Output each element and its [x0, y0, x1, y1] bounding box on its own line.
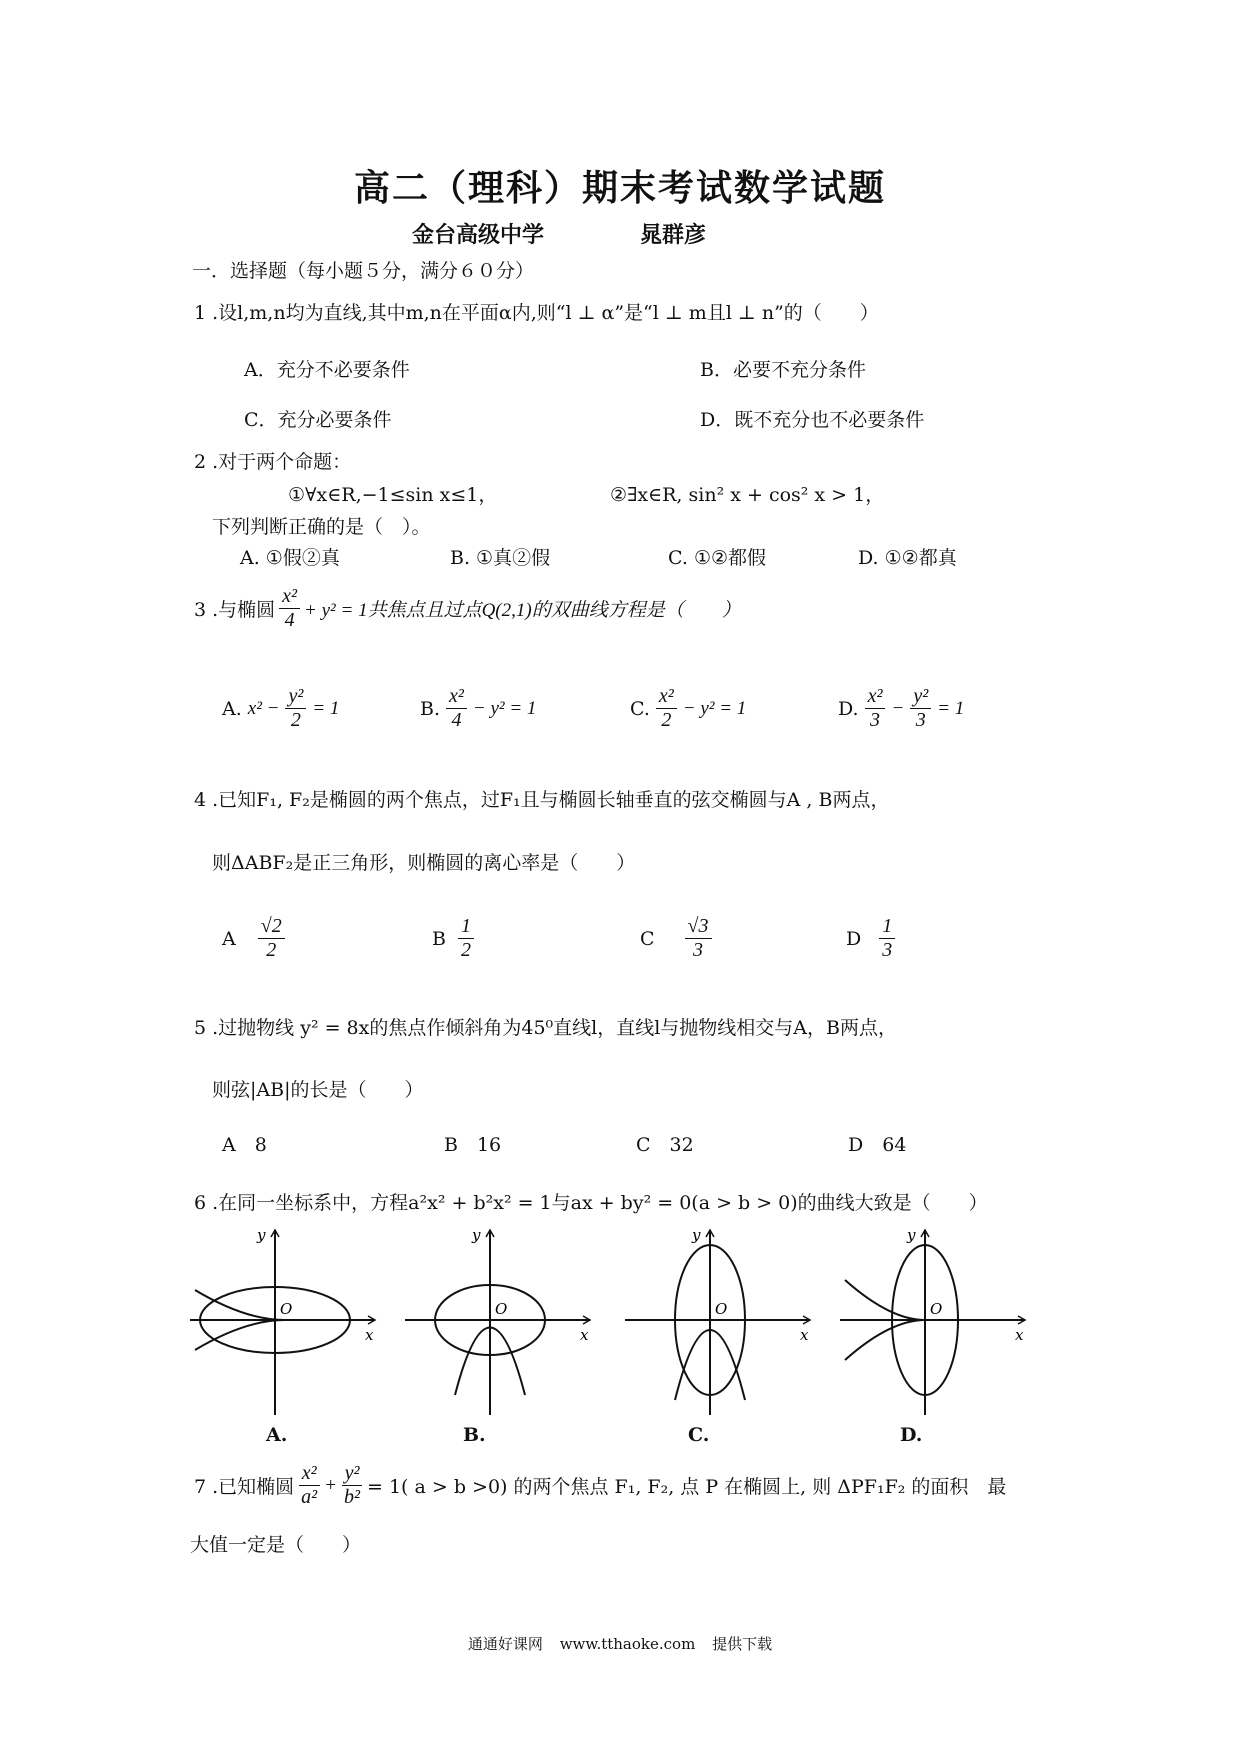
q2-option-b[interactable]: B. ①真②假: [450, 547, 551, 569]
q3a-den: 2: [290, 709, 301, 731]
q4b-frac: [458, 915, 474, 962]
question-4-line-2: 则ΔABF₂是正三角形，则椭圆的离心率是（ ）: [212, 852, 636, 874]
q1-option-c[interactable]: C．充分必要条件: [244, 409, 392, 431]
q4a-frac: [258, 915, 285, 962]
q1-option-d[interactable]: D．既不充分也不必要条件: [700, 409, 925, 431]
q3d-frac-2: [910, 685, 931, 732]
q2-proposition-1: ①∀x∈R,−1≤sin x≤1，: [288, 484, 498, 506]
q6-graph-a[interactable]: [185, 1220, 385, 1420]
q5-option-b[interactable]: B 16: [444, 1134, 502, 1156]
q2-option-d[interactable]: D. ①②都真: [858, 547, 957, 569]
q7-den-2: b²: [344, 1486, 360, 1508]
q3-stem-prefix: 3 .与椭圆: [194, 599, 276, 621]
x-axis-label: x: [1015, 1326, 1024, 1344]
y-axis-label: y: [472, 1226, 481, 1244]
question-2-stem: 2 .对于两个命题：: [194, 451, 352, 473]
q2-option-a[interactable]: A. ①假②真: [240, 547, 340, 569]
q3-option-d[interactable]: [838, 685, 964, 732]
q6-graph-label-c: C.: [688, 1424, 710, 1446]
q2-prompt: 下列判断正确的是（ ）。: [212, 516, 431, 538]
q4-option-c[interactable]: [640, 915, 712, 962]
q4a-label: A: [222, 927, 236, 950]
q3d-frac-1: [865, 685, 886, 732]
q5-option-c[interactable]: C 32: [636, 1134, 694, 1156]
q4b-label: B: [432, 927, 446, 950]
q4c-frac: [685, 915, 712, 962]
y-axis-label: y: [907, 1226, 916, 1244]
x-axis-label: x: [580, 1326, 589, 1344]
q4-option-b[interactable]: [432, 915, 474, 962]
q3d-num1: x²: [865, 685, 886, 709]
q7-num-2: y²: [342, 1462, 363, 1486]
q3a-num: y²: [285, 685, 306, 709]
q3d-post: = 1: [937, 697, 965, 719]
q3b-frac: [446, 685, 467, 732]
school-name: 金台高级中学: [412, 222, 545, 248]
question-3-stem: [194, 585, 741, 632]
q5-option-a[interactable]: A 8: [222, 1134, 267, 1156]
author-name: 晁群彦: [640, 222, 707, 248]
q3a-pre: x² −: [247, 697, 280, 719]
q3-option-a[interactable]: [222, 685, 339, 732]
q3-option-b[interactable]: [420, 685, 536, 732]
q4d-den: 3: [882, 939, 893, 961]
q4b-num: 1: [458, 915, 474, 939]
question-7-line-2: 大值一定是（ ）: [190, 1534, 362, 1556]
q7-frac-2: [341, 1462, 363, 1509]
q7-frac-1: [298, 1462, 320, 1509]
parabola-upper: [845, 1280, 925, 1320]
origin-label: O: [715, 1300, 728, 1318]
q6-graph-c[interactable]: [620, 1220, 820, 1420]
q3-stem-suffix: + y² = 1共焦点且过点Q(2,1)的双曲线方程是（ ）: [304, 600, 741, 621]
question-7-line-1: [194, 1462, 1006, 1509]
q3-ellipse-fraction: [279, 585, 300, 632]
page-footer: [0, 1633, 1240, 1654]
q4d-label: D: [846, 927, 862, 950]
q1-option-a[interactable]: A．充分不必要条件: [244, 359, 410, 381]
q3b-post: − y² = 1: [472, 697, 537, 719]
q3a-label: A.: [222, 697, 242, 720]
q6-graph-label-a: A.: [266, 1424, 288, 1446]
q4a-den: 2: [266, 939, 277, 961]
q7-stem-prefix: 7 .已知椭圆: [194, 1476, 295, 1498]
q3a-post: = 1: [312, 697, 340, 719]
q3-option-c[interactable]: [630, 685, 746, 732]
q7-plus: +: [324, 1474, 337, 1496]
x-axis-label: x: [365, 1326, 374, 1344]
q4d-num: 1: [879, 915, 895, 939]
q6-graph-label-b: B.: [463, 1424, 486, 1446]
q3c-label: C.: [630, 697, 650, 720]
q3c-den: 2: [661, 709, 672, 731]
question-6-stem: 6 .在同一坐标系中，方程a²x² + b²x² = 1与ax + by² = 0(a > b > 0)的曲线大致是（ ）: [194, 1192, 988, 1214]
q3d-den1: 3: [870, 709, 881, 731]
q3b-num: x²: [446, 685, 467, 709]
q3d-num2: y²: [910, 685, 931, 709]
q7-stem-suffix: = 1( a > b >0) 的两个焦点 F₁, F₂, 点 P 在椭圆上, 则 ΔPF₁F₂ 的面积 最: [367, 1476, 1007, 1498]
q4-option-a[interactable]: [222, 915, 285, 962]
question-1-stem: 1 .设l,m,n均为直线,其中m,n在平面α内,则“l ⊥ α”是“l ⊥ m且l ⊥ n”的（ ）: [194, 302, 879, 324]
q4-option-d[interactable]: [846, 915, 895, 962]
page-title: 高二（理科）期末考试数学试题: [353, 167, 886, 209]
q3d-den2: 3: [915, 709, 926, 731]
origin-label: O: [495, 1300, 508, 1318]
question-5-line-2: 则弦|AB|的长是（ ）: [212, 1079, 424, 1101]
q3c-frac: [656, 685, 677, 732]
q6-graph-d[interactable]: [835, 1220, 1035, 1420]
q3d-label: D.: [838, 697, 859, 720]
q4c-den: 3: [693, 939, 704, 961]
footer-note: 提供下载: [712, 1635, 773, 1653]
question-5-line-1: 5 .过抛物线 y² = 8x的焦点作倾斜角为45⁰直线l，直线l与抛物线相交与A，B两点，: [194, 1017, 897, 1039]
y-axis-label: y: [692, 1226, 701, 1244]
section-heading: 一．选择题（每小题５分，满分６０分）: [192, 260, 535, 282]
q3b-label: B.: [420, 697, 441, 720]
origin-label: O: [930, 1300, 943, 1318]
q4a-num: √2: [258, 915, 285, 939]
footer-site-name: 通通好课网: [467, 1635, 543, 1653]
q6-graph-b[interactable]: [400, 1220, 600, 1420]
q3c-num: x²: [656, 685, 677, 709]
q5-option-d[interactable]: D 64: [848, 1134, 907, 1156]
q3d-minus: −: [891, 697, 905, 719]
y-axis-label: y: [257, 1226, 266, 1244]
x-axis-label: x: [800, 1326, 809, 1344]
q3b-den: 4: [451, 709, 462, 731]
q7-den-1: a²: [301, 1486, 318, 1508]
q3-frac-num: x²: [279, 585, 300, 609]
q3c-post: − y² = 1: [682, 697, 747, 719]
q4c-num: √3: [685, 915, 712, 939]
question-4-line-1: 4 .已知F₁, F₂是椭圆的两个焦点，过F₁且与椭圆长轴垂直的弦交椭圆与A , B两点，: [194, 789, 890, 811]
q6-graph-label-d: D.: [900, 1424, 923, 1446]
q7-num-1: x²: [299, 1462, 320, 1486]
q2-proposition-2: ②∃x∈R, sin² x + cos² x > 1，: [610, 484, 885, 506]
footer-url[interactable]: www.tthaoke.com: [559, 1635, 696, 1653]
q2-option-c[interactable]: C. ①②都假: [668, 547, 767, 569]
q1-option-b[interactable]: B．必要不充分条件: [700, 359, 866, 381]
origin-label: O: [280, 1300, 293, 1318]
q3a-frac: [285, 685, 306, 732]
q3-frac-den: 4: [284, 609, 295, 631]
q4c-label: C: [640, 927, 655, 950]
q4b-den: 2: [460, 939, 471, 961]
parabola-lower: [845, 1320, 925, 1360]
q4d-frac: [879, 915, 895, 962]
